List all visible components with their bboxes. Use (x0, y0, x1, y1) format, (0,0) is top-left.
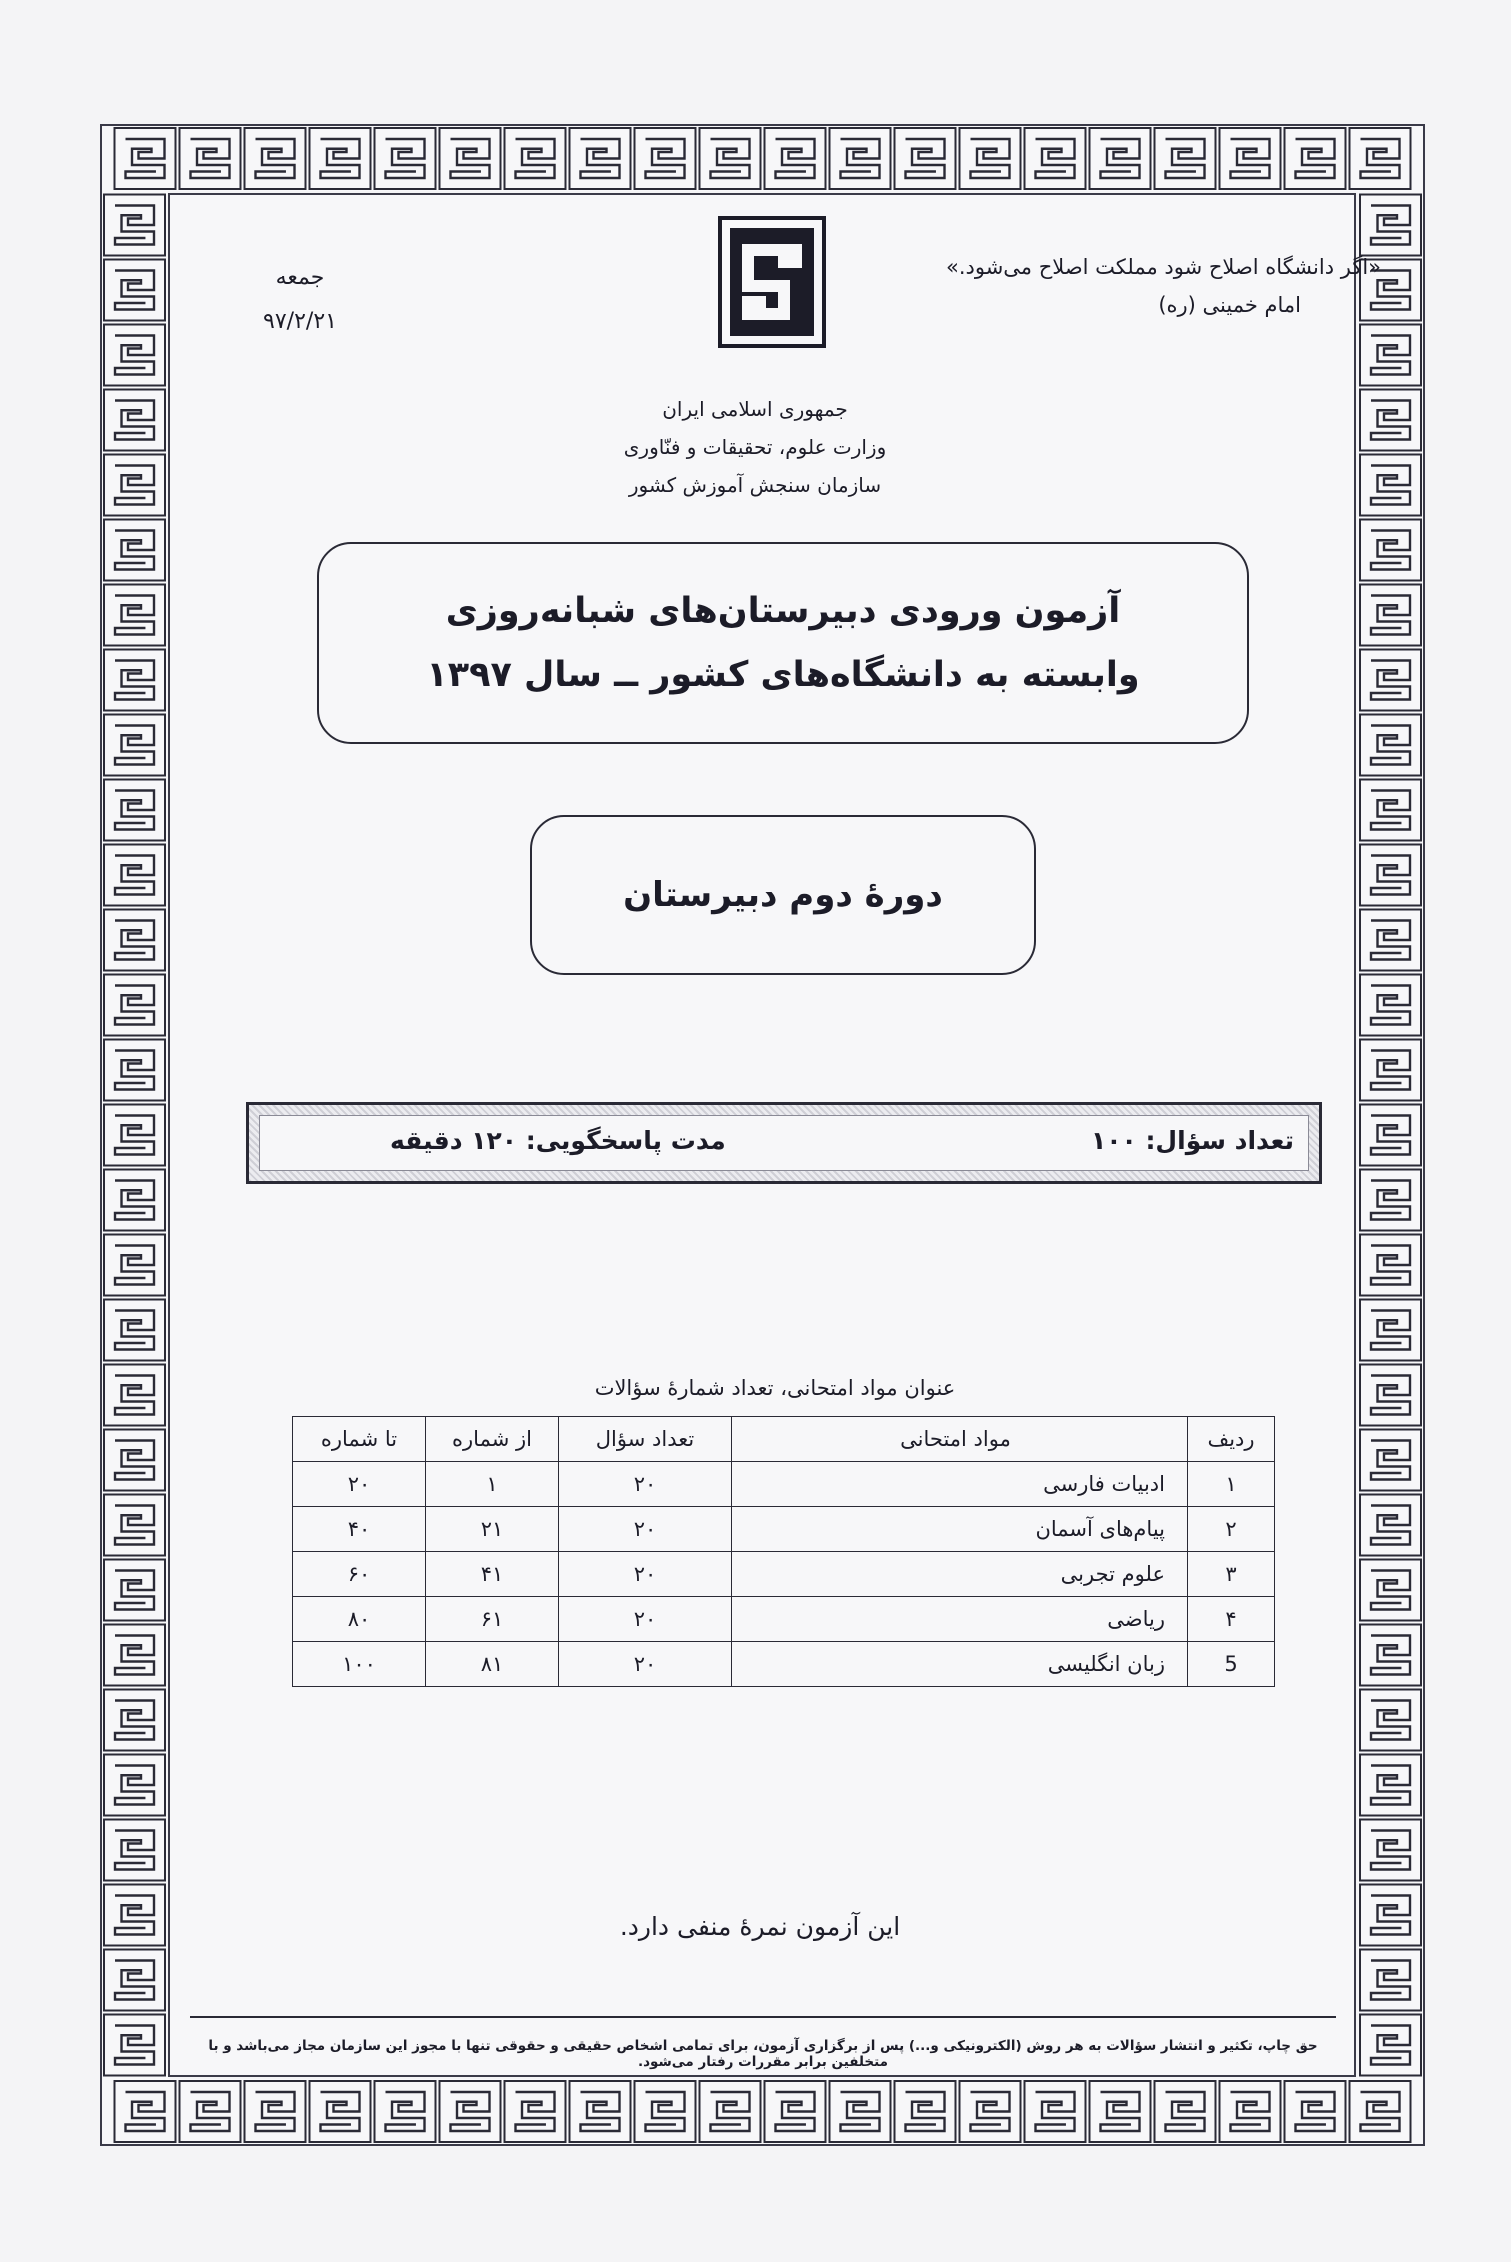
border-tile (104, 1365, 165, 1426)
border-tile (104, 1235, 165, 1296)
header-to-number: تا شماره (293, 1417, 426, 1462)
cell-subject: پیام‌های آسمان (732, 1507, 1188, 1552)
border-tile (180, 128, 241, 189)
border-tile (375, 128, 436, 189)
border-tile (960, 2081, 1021, 2142)
border-tile (104, 390, 165, 451)
cell-subject: علوم تجربی (732, 1552, 1188, 1597)
cell-row-number: ۲ (1188, 1507, 1275, 1552)
border-tile (104, 1755, 165, 1816)
table-row (293, 1507, 1275, 1552)
border-tile (104, 910, 165, 971)
cell-row-number: ۳ (1188, 1552, 1275, 1597)
border-tile (440, 2081, 501, 2142)
border-tile (1155, 128, 1216, 189)
exam-title-line1: آزمون ورودی دبیرستان‌های شبانه‌روزی (445, 591, 1121, 631)
cell-to-number: ۱۰۰ (293, 1642, 426, 1687)
border-tile (104, 195, 165, 256)
border-tile (960, 128, 1021, 189)
cell-to-number: ۶۰ (293, 1552, 426, 1597)
border-tile (104, 520, 165, 581)
border-tile (310, 2081, 371, 2142)
cell-from-number: ۶۱ (426, 1597, 559, 1642)
border-tile (1360, 1625, 1421, 1686)
cell-subject: ریاضی (732, 1597, 1188, 1642)
border-tile (104, 1430, 165, 1491)
exam-day: جمعه (275, 265, 325, 290)
border-tile (1155, 2081, 1216, 2142)
subjects-table-title: عنوان مواد امتحانی، تعداد شمارهٔ سؤالات (594, 1376, 956, 1400)
border-pattern-left (102, 191, 167, 2079)
answer-duration: مدت پاسخگویی: ۱۲۰ دقیقه (390, 1126, 726, 1155)
exam-level: دورهٔ دوم دبیرستان (623, 875, 943, 915)
border-tile (1360, 1170, 1421, 1231)
cell-question-count: ۲۰ (559, 1597, 732, 1642)
border-tile (115, 2081, 176, 2142)
cell-question-count: ۲۰ (559, 1462, 732, 1507)
border-tile (375, 2081, 436, 2142)
quote-text: «اگر دانشگاه اصلاح شود مملکت اصلاح می‌شود.» (945, 255, 1381, 279)
exam-info-inner (259, 1115, 1309, 1171)
exam-info-bar (246, 1102, 1322, 1184)
border-tile (1360, 1235, 1421, 1296)
border-pattern-top-svg (102, 126, 1423, 191)
border-tile (104, 715, 165, 776)
border-tile (310, 128, 371, 189)
cell-row-number: ۱ (1188, 1462, 1275, 1507)
border-tile (440, 128, 501, 189)
border-tile (505, 128, 566, 189)
border-tile (1360, 715, 1421, 776)
border-tile (505, 2081, 566, 2142)
border-tile (1360, 1495, 1421, 1556)
quote-author: امام خمینی (ره) (1158, 293, 1301, 317)
border-tile (104, 260, 165, 321)
org-line-country: جمهوری اسلامی ایران (662, 397, 848, 421)
border-tile (1360, 1365, 1421, 1426)
table-row (293, 1462, 1275, 1507)
border-tile (104, 1885, 165, 1946)
cell-row-number: 5 (1188, 1642, 1275, 1687)
cell-question-count: ۲۰ (559, 1642, 732, 1687)
exam-level-box (530, 815, 1036, 975)
cell-to-number: ۸۰ (293, 1597, 426, 1642)
border-tile (104, 845, 165, 906)
cell-to-number: ۲۰ (293, 1462, 426, 1507)
border-pattern-bottom-svg (102, 2079, 1423, 2144)
table-row (293, 1597, 1275, 1642)
border-tile (104, 1170, 165, 1231)
border-tile (635, 2081, 696, 2142)
border-tile (1025, 2081, 1086, 2142)
border-tile (1360, 1690, 1421, 1751)
question-count: تعداد سؤال: ۱۰۰ (1090, 1126, 1294, 1155)
border-tile (1090, 128, 1151, 189)
border-tile (895, 128, 956, 189)
header-subject: مواد امتحانی (732, 1417, 1188, 1462)
border-tile (1360, 910, 1421, 971)
cell-from-number: ۲۱ (426, 1507, 559, 1552)
border-tile (1360, 1755, 1421, 1816)
header-row-number: ردیف (1188, 1417, 1275, 1462)
border-tile (1360, 390, 1421, 451)
border-tile (1360, 2015, 1421, 2076)
border-tile (1360, 1560, 1421, 1621)
border-tile (104, 1820, 165, 1881)
border-tile (830, 2081, 891, 2142)
border-tile (570, 128, 631, 189)
cell-from-number: ۴۱ (426, 1552, 559, 1597)
border-tile (104, 1105, 165, 1166)
border-tile (104, 455, 165, 516)
border-pattern-right-svg (1358, 191, 1423, 2079)
border-pattern-right (1358, 191, 1423, 2079)
border-tile (1360, 325, 1421, 386)
border-tile (1360, 1950, 1421, 2011)
border-tile (700, 128, 761, 189)
border-tile (104, 1625, 165, 1686)
table-row (293, 1552, 1275, 1597)
border-tile (1285, 128, 1346, 189)
border-tile (180, 2081, 241, 2142)
border-pattern-top (102, 126, 1423, 191)
exam-title-line2: وابسته به دانشگاه‌های کشور ــ سال ۱۳۹۷ (426, 655, 1140, 695)
border-tile (104, 1300, 165, 1361)
border-pattern-bottom (102, 2079, 1423, 2144)
cell-question-count: ۲۰ (559, 1507, 732, 1552)
border-tile (104, 1950, 165, 2011)
cell-subject: زبان انگلیسی (732, 1642, 1188, 1687)
subjects-table (292, 1416, 1275, 1687)
border-pattern-left-svg (102, 191, 167, 2079)
border-tile (1360, 195, 1421, 256)
border-tile (1360, 1430, 1421, 1491)
border-tile (1360, 650, 1421, 711)
border-tile (1025, 128, 1086, 189)
table-row (293, 1642, 1275, 1687)
border-tile (104, 975, 165, 1036)
border-tile (1350, 128, 1411, 189)
border-tile (104, 780, 165, 841)
organization-block (555, 390, 955, 504)
border-tile (1350, 2081, 1411, 2142)
border-tile (1220, 128, 1281, 189)
header-from-number: از شماره (426, 1417, 559, 1462)
border-tile (104, 1495, 165, 1556)
border-tile (1360, 1820, 1421, 1881)
border-tile (765, 2081, 826, 2142)
border-tile (104, 1040, 165, 1101)
border-tile (1360, 1300, 1421, 1361)
border-tile (765, 128, 826, 189)
border-tile (104, 2015, 165, 2076)
header-quote (946, 248, 1381, 324)
border-tile (1090, 2081, 1151, 2142)
border-tile (830, 128, 891, 189)
sanjesh-logo-icon (718, 216, 826, 348)
border-tile (104, 650, 165, 711)
border-tile (1220, 2081, 1281, 2142)
cell-from-number: ۸۱ (426, 1642, 559, 1687)
border-tile (1360, 1040, 1421, 1101)
border-tile (245, 2081, 306, 2142)
exam-title-box (317, 542, 1249, 744)
border-tile (635, 128, 696, 189)
cell-question-count: ۲۰ (559, 1552, 732, 1597)
header-question-count: تعداد سؤال (559, 1417, 732, 1462)
cell-to-number: ۴۰ (293, 1507, 426, 1552)
border-tile (1360, 1105, 1421, 1166)
border-tile (895, 2081, 956, 2142)
border-tile (1360, 845, 1421, 906)
exam-date-block (240, 256, 360, 344)
border-tile (1360, 585, 1421, 646)
border-tile (104, 585, 165, 646)
border-tile (115, 128, 176, 189)
border-tile (104, 325, 165, 386)
border-tile (570, 2081, 631, 2142)
border-tile (1360, 1885, 1421, 1946)
cell-row-number: ۴ (1188, 1597, 1275, 1642)
org-line-organization: سازمان سنجش آموزش کشور (628, 473, 882, 497)
cell-from-number: ۱ (426, 1462, 559, 1507)
border-tile (1285, 2081, 1346, 2142)
border-tile (245, 128, 306, 189)
border-tile (104, 1560, 165, 1621)
exam-date: ۹۷/۲/۲۱ (263, 309, 337, 334)
org-line-ministry: وزارت علوم، تحقیقات و فنّاوری (623, 435, 887, 459)
border-tile (1360, 455, 1421, 516)
negative-marking-notice: این آزمون نمرهٔ منفی دارد. (619, 1912, 901, 1941)
border-tile (104, 1690, 165, 1751)
border-tile (1360, 975, 1421, 1036)
table-header-row (293, 1417, 1275, 1462)
border-tile (1360, 780, 1421, 841)
cell-subject: ادبیات فارسی (732, 1462, 1188, 1507)
copyright-notice: حق چاپ، تکثیر و انتشار سؤالات به هر روش (الکترونیکی و...) پس از برگزاری آزمون، برای تمامی اشخاص حقیقی و حقوقی تنها با مجوز این سازمان مجاز می‌باشد و با متخلفین برابر مقررات رفتار می‌شود. (190, 2016, 1336, 2070)
border-tile (1360, 520, 1421, 581)
border-tile (700, 2081, 761, 2142)
